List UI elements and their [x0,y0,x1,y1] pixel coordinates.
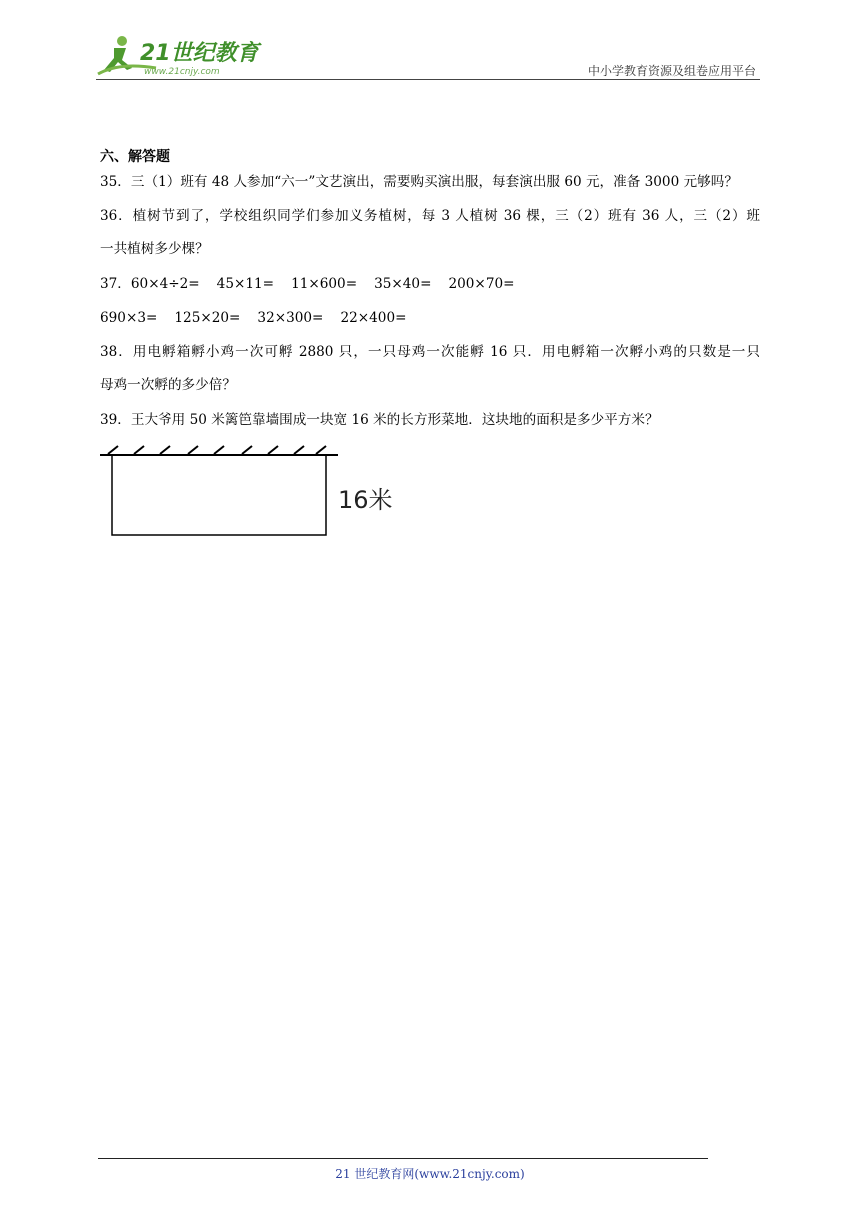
question-36-line-2: 一共植树多少棵？ [100,241,209,257]
header-tagline: 中小学教育资源及组卷应用平台 [587,64,756,78]
garden-rectangle [112,455,326,535]
calc-item: 35×40= [374,276,432,292]
wall-hatching [108,446,326,454]
question-35: 35．三（1）班有 48 人参加“六一”文艺演出，需要购买演出服，每套演出服 60 元，准备 3000 元够吗？ [100,174,738,190]
calc-item: 45×11= [216,276,275,292]
footer-text: 21 世纪教育网(www.21cnjy.com) [335,1167,525,1181]
question-37-row-2 [100,308,406,328]
question-38-line-2: 母鸡一次孵的多少倍？ [100,377,236,393]
calc-item: 11×600= [291,276,358,292]
calc-item: 22×400= [340,310,407,326]
calc-item: 125×20= [174,310,241,326]
question-39: 39．王大爷用 50 米篱笆靠墙围成一块宽 16 米的长方形菜地．这块地的面积是多少平方米？ [100,412,659,428]
calc-item: 37．60×4÷2= [100,276,200,292]
footer-divider [98,1158,708,1159]
calc-item: 200×70= [448,276,515,292]
site-logo [92,30,262,80]
question-38-line-1: 38．用电孵箱孵小鸡一次可孵 2880 只，一只母鸡一次能孵 16 只．用电孵箱一次孵小鸡的只数是一只 [100,344,760,360]
logo-text: 21世纪教育 [140,41,259,66]
calc-item: 32×300= [257,310,324,326]
logo-url: www.21cnjy.com [144,67,220,77]
section-title: 六、解答题 [100,149,170,165]
width-label: 16米 [338,486,393,514]
question-37-row-1 [100,274,515,294]
question-36-line-1: 36．植树节到了，学校组织同学们参加义务植树，每 3 人植树 36 棵，三（2）班有 36 人，三（2）班 [100,208,760,224]
calc-item: 690×3= [100,310,158,326]
header-divider [96,79,760,80]
